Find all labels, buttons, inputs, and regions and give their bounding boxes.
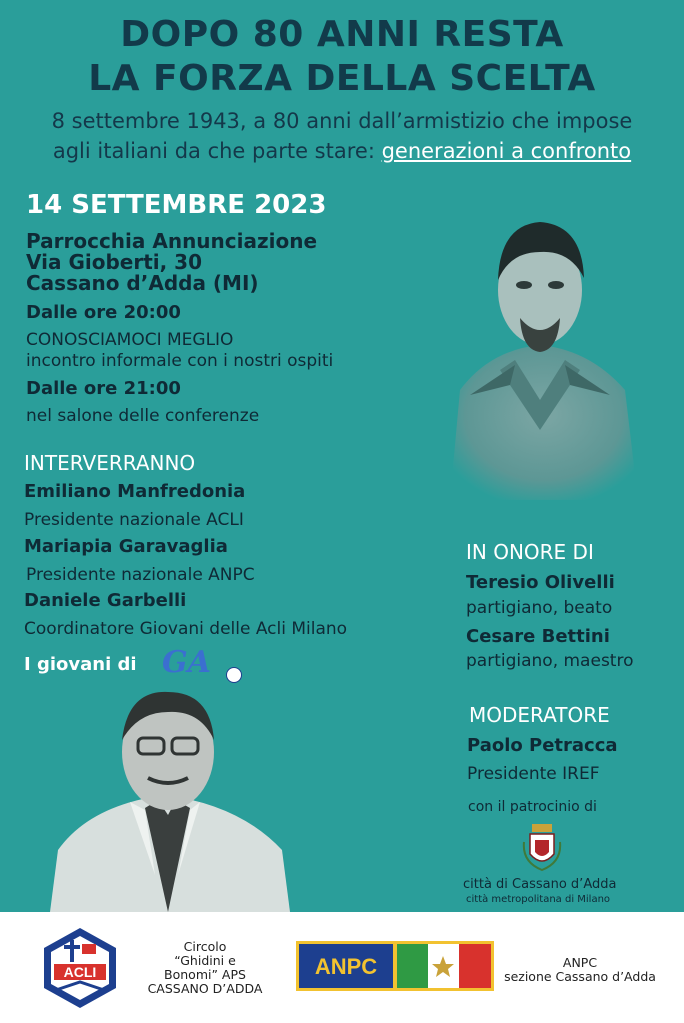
subtitle-prefix: agli italiani da che parte stare: xyxy=(52,139,382,163)
speaker-role: Coordinatore Giovani delle Acli Milano xyxy=(24,619,348,639)
giovani-acli-logo-text: GA xyxy=(162,645,211,680)
time-2: Dalle ore 21:00 xyxy=(26,378,181,399)
speaker-name: Daniele Garbelli xyxy=(24,590,187,611)
event-date: 14 SETTEMBRE 2023 xyxy=(26,190,327,220)
speaker-name: Mariapia Garavaglia xyxy=(24,536,228,557)
speakers-heading: INTERVERRANNO xyxy=(24,451,196,475)
anpc-line: ANPC xyxy=(562,955,598,970)
honoree-role: partigiano, maestro xyxy=(466,651,634,671)
anpc-logo xyxy=(296,941,494,991)
elderly-man-portrait-image xyxy=(50,690,290,912)
anpc-section-text xyxy=(500,956,660,984)
subtitle-line-1: 8 settembre 1943, a 80 anni dall’armistizio che impose xyxy=(51,109,633,133)
time-1-title: CONOSCIAMOCI MEGLIO xyxy=(26,330,234,350)
speaker-role: Presidente nazionale ANPC xyxy=(26,565,255,585)
soldier-portrait-image xyxy=(440,200,640,500)
anpc-line: sezione Cassano d’Adda xyxy=(504,969,656,984)
acli-line: “Ghidini e xyxy=(174,953,236,968)
acli-mini-icon xyxy=(226,667,242,683)
speaker-role: Presidente nazionale ACLI xyxy=(24,510,244,530)
giovani-acli-logo xyxy=(158,645,248,690)
acli-line: Circolo xyxy=(183,939,227,954)
honoree-role: partigiano, beato xyxy=(466,598,613,618)
moderator-heading: MODERATORE xyxy=(469,703,610,727)
title-line-2: LA FORZA DELLA SCELTA xyxy=(88,58,596,99)
moderator-role: Presidente IREF xyxy=(467,764,600,784)
honoree-name: Teresio Olivelli xyxy=(466,572,615,593)
time-1-desc: incontro informale con i nostri ospiti xyxy=(26,351,334,371)
footer xyxy=(0,912,684,1023)
acli-logo xyxy=(42,926,118,1010)
city-coat-of-arms xyxy=(522,822,562,872)
time-1: Dalle ore 20:00 xyxy=(26,302,181,323)
acli-line: Bonomi” APS xyxy=(164,967,246,982)
youth-label: I giovani di xyxy=(24,654,137,675)
patronage-metro: città metropolitana di Milano xyxy=(466,894,611,905)
acli-circle-text xyxy=(145,940,265,996)
venue-line-2: Via Gioberti, 30 xyxy=(26,250,203,274)
subtitle-link[interactable]: generazioni a confronto xyxy=(381,139,632,163)
acli-logo-text: ACLI xyxy=(63,964,97,980)
anpc-logo-text: ANPC xyxy=(314,954,378,979)
title-line-1: DOPO 80 ANNI RESTA xyxy=(120,14,564,55)
honoree-name: Cesare Bettini xyxy=(466,626,610,647)
speaker-name: Emiliano Manfredonia xyxy=(24,481,246,502)
patronage-city: città di Cassano d’Adda xyxy=(463,877,617,892)
honor-heading: IN ONORE DI xyxy=(466,540,594,564)
acli-line: CASSANO D’ADDA xyxy=(147,981,263,996)
venue-line-3: Cassano d’Adda (MI) xyxy=(26,271,259,295)
venue-line-1: Parrocchia Annunciazione xyxy=(26,229,318,253)
subtitle-line-2 xyxy=(0,139,684,163)
patronage-label: con il patrocinio di xyxy=(468,799,597,815)
time-2-desc: nel salone delle conferenze xyxy=(26,406,260,426)
moderator-name: Paolo Petracca xyxy=(467,735,618,756)
